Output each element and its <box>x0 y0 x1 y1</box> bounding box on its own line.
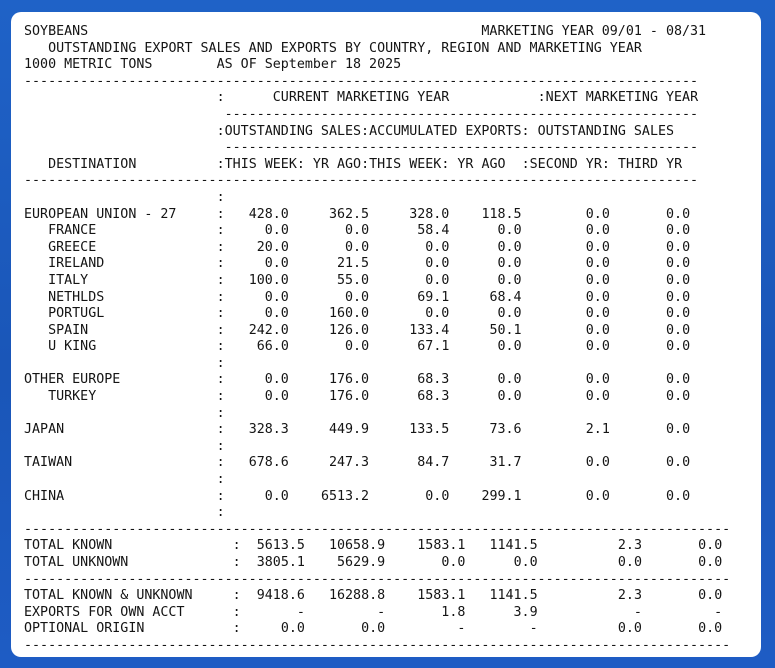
row-destination: CHINA <box>24 488 65 504</box>
row-value: 0.0 <box>264 372 289 388</box>
row-value: 0.0 <box>666 289 691 305</box>
row-value: 67.1 <box>417 339 450 355</box>
row-value: 126.0 <box>328 322 370 338</box>
total-row-value: - <box>633 604 642 620</box>
header-next-marketing-year: NEXT MARKETING YEAR <box>545 90 699 106</box>
total-row-label: TOTAL KNOWN <box>24 538 113 554</box>
column-destination: DESTINATION <box>48 156 137 172</box>
export-sales-report: SOYBEANS MARKETING YEAR 09/01 - 08/31 OUTSTANDING EXPORT SALES AND EXPORTS BY COUNTRY, REGION AND MARKETING YEAR 1000 METRIC TONS AS OF September 18 2025 ------------------------------------------------------------------------------------ : CURRENT MARKETING YEAR :NEXT MARKETING YEAR ----------------------------------------------------------- :OUTSTANDING SALES:ACCUMULATED EXPORTS: OUTSTANDING SALES ----------------------------------------------------------- DESTINATION :THIS WEEK: YR AGO:THIS WEEK: YR AGO :SECOND YR: THIRD YR ------------------------------------------------------------------------------------ : EUROPEAN UNION - 27 : 428.0 362.5 328.0 118.5 0.0 0.0 FRANCE : 0.0 0.0 58.4 0.0 0.0 0.0 GREECE : 20.0 0.0 0.0 0.0 0.0 0.0 IRELAND : 0.0 21.5 0.0 0.0 0.0 0.0 ITALY : 100.0 55.0 0.0 0.0 0.0 0.0 NETHLDS : 0.0 0.0 69.1 68.4 0.0 0.0 PORTUGL : 0.0 160.0 0.0 0.0 0.0 0.0 SPAIN : 242.0 126.0 133.4 50.1 0.0 0.0 U KING : 66.0 0.0 67.1 0.0 0.0 0.0 : OTHER EUROPE : 0.0 176.0 68.3 0.0 0.0 0.0 TURKEY : 0.0 176.0 68.3 0.0 0.0 0.0 : JAPAN : 328.3 449.9 133.5 73.6 2.1 0.0 : TAIWAN : 678.6 247.3 84.7 31.7 0.0 0.0 : CHINA : 0.0 6513.2 0.0 299.1 0.0 0.0 : ---------------------------------------------------------------------------------------- TOTAL KNOWN : 5613.5 10658.9 1583.1 1141.5 2.3 0.0 TOTAL UNKNOWN : 3805.1 5629.9 0.0 0.0 0.0 0.0 ---------------------------------------------------------------------------------------- TOTAL KNOWN & UNKNOWN : 9418.6 16288.8 1583.1 1141.5 2.3 0.0 EXPORTS FOR OWN ACCT : - - 1.8 3.9 - - OPTIONAL ORIGIN : 0.0 0.0 - - 0.0 0.0 ---------------------------------------------------------------------------------------- <box>24 24 731 653</box>
total-row-value: 0.0 <box>617 621 642 637</box>
header-outstanding-sales-next: OUTSTANDING SALES <box>537 123 675 139</box>
total-row-label: TOTAL KNOWN & UNKNOWN <box>24 588 193 604</box>
row-destination: TAIWAN <box>24 455 73 471</box>
row-value: 100.0 <box>248 272 289 288</box>
row-value: 0.0 <box>585 488 610 504</box>
row-value: 118.5 <box>481 206 522 222</box>
total-row-value: 1141.5 <box>489 538 538 554</box>
total-row-value: 0.0 <box>441 555 466 570</box>
row-value: 0.0 <box>666 322 691 338</box>
total-row-value: 0.0 <box>617 555 642 570</box>
row-value: 0.0 <box>345 339 370 355</box>
total-row-value: 2.3 <box>617 588 642 604</box>
row-value: 0.0 <box>666 372 691 388</box>
row-value: 133.4 <box>409 322 450 338</box>
column-third-yr: THIRD YR <box>617 156 683 172</box>
row-value: 0.0 <box>666 389 691 405</box>
row-value: 0.0 <box>666 455 691 471</box>
row-value: 31.7 <box>489 455 522 471</box>
row-value: 0.0 <box>497 239 522 255</box>
row-value: 84.7 <box>417 455 450 471</box>
row-value: 0.0 <box>497 272 522 288</box>
total-row-value: - <box>529 621 538 637</box>
row-value: 0.0 <box>585 239 610 255</box>
row-value: 20.0 <box>256 239 289 255</box>
row-value: 0.0 <box>585 256 610 272</box>
row-value: 0.0 <box>425 272 450 288</box>
total-row-label: OPTIONAL ORIGIN <box>24 621 145 637</box>
row-value: 0.0 <box>585 306 610 322</box>
row-value: 0.0 <box>425 488 450 504</box>
row-value: 0.0 <box>666 339 691 355</box>
row-value: 0.0 <box>497 256 522 272</box>
row-value: 0.0 <box>585 372 610 388</box>
row-value: 160.0 <box>328 306 370 322</box>
row-value: 50.1 <box>489 322 522 338</box>
total-row-value: 5629.9 <box>337 555 386 570</box>
row-value: 242.0 <box>248 322 289 338</box>
total-row-value: - <box>377 604 386 620</box>
row-value: 678.6 <box>248 455 289 471</box>
row-value: 0.0 <box>345 239 370 255</box>
total-row-value: 0.0 <box>698 538 723 554</box>
marketing-year-title: MARKETING YEAR 09/01 - 08/31 <box>481 24 707 39</box>
row-value: 299.1 <box>481 488 522 504</box>
row-value: 0.0 <box>264 488 289 504</box>
row-value: 0.0 <box>497 306 522 322</box>
row-destination: TURKEY <box>48 389 97 405</box>
row-value: 0.0 <box>585 339 610 355</box>
total-row-value: 9418.6 <box>256 588 305 604</box>
row-value: 0.0 <box>666 306 691 322</box>
row-value: 0.0 <box>425 239 450 255</box>
row-value: 66.0 <box>256 339 289 355</box>
total-row-value: 1583.1 <box>417 588 466 604</box>
column-this-week-sales: THIS WEEK <box>224 156 297 172</box>
row-value: 0.0 <box>264 289 289 305</box>
total-row-value: 0.0 <box>280 621 305 637</box>
row-value: 328.0 <box>409 206 450 222</box>
row-value: 0.0 <box>264 223 289 239</box>
row-value: 0.0 <box>666 206 691 222</box>
row-value: 328.3 <box>248 422 289 438</box>
total-row-value: 10658.9 <box>328 538 386 554</box>
row-value: 0.0 <box>666 239 691 255</box>
total-row-value: 1.8 <box>441 604 466 620</box>
total-row-value: - <box>714 604 723 620</box>
row-value: 0.0 <box>666 488 691 504</box>
units-label: 1000 METRIC TONS <box>24 57 153 73</box>
row-destination: JAPAN <box>24 422 65 438</box>
row-value: 68.3 <box>417 372 450 388</box>
row-value: 58.4 <box>417 223 450 239</box>
row-value: 69.1 <box>417 289 450 305</box>
row-value: 133.5 <box>409 422 450 438</box>
row-destination: NETHLDS <box>48 289 105 305</box>
row-value: 247.3 <box>328 455 370 471</box>
total-row-value: - <box>296 604 305 620</box>
total-row-value: 5613.5 <box>256 538 305 554</box>
total-row-value: 16288.8 <box>328 588 386 604</box>
row-value: 0.0 <box>585 223 610 239</box>
column-this-week-exports: THIS WEEK <box>369 156 442 172</box>
header-current-marketing-year: CURRENT MARKETING YEAR <box>272 90 450 106</box>
row-value: 0.0 <box>345 223 370 239</box>
total-row-label: TOTAL UNKNOWN <box>24 555 129 570</box>
row-value: 73.6 <box>489 422 522 438</box>
row-value: 0.0 <box>585 272 610 288</box>
row-value: 68.3 <box>417 389 450 405</box>
row-destination: SPAIN <box>48 322 89 338</box>
row-value: 176.0 <box>328 372 370 388</box>
report-page <box>11 12 761 657</box>
row-value: 428.0 <box>248 206 289 222</box>
row-value: 0.0 <box>666 272 691 288</box>
total-row-value: 1583.1 <box>417 538 466 554</box>
total-row-value: 0.0 <box>361 621 386 637</box>
total-row-value: 0.0 <box>513 555 538 570</box>
total-row-value: 2.3 <box>617 538 642 554</box>
total-row-value: 1141.5 <box>489 588 538 604</box>
row-value: 0.0 <box>585 322 610 338</box>
row-value: 0.0 <box>497 223 522 239</box>
row-value: 449.9 <box>328 422 370 438</box>
row-value: 68.4 <box>489 289 522 305</box>
row-destination: ITALY <box>48 272 89 288</box>
column-yr-ago-exports: YR AGO <box>457 156 506 172</box>
column-second-yr: SECOND YR <box>529 156 602 172</box>
row-value: 0.0 <box>666 256 691 272</box>
header-outstanding-sales: OUTSTANDING SALES <box>224 123 362 139</box>
row-value: 0.0 <box>666 422 691 438</box>
report-title: OUTSTANDING EXPORT SALES AND EXPORTS BY COUNTRY, REGION AND MARKETING YEAR <box>48 40 642 56</box>
row-value: 2.1 <box>585 422 610 438</box>
as-of-date: AS OF September 18 2025 <box>216 57 402 73</box>
row-value: 0.0 <box>497 389 522 405</box>
row-value: 0.0 <box>345 289 370 305</box>
total-row-value: 0.0 <box>698 621 723 637</box>
row-value: 0.0 <box>425 306 450 322</box>
header-accumulated-exports: ACCUMULATED EXPORTS <box>369 123 522 139</box>
row-destination: GREECE <box>48 239 97 255</box>
row-value: 0.0 <box>264 389 289 405</box>
row-value: 0.0 <box>585 206 610 222</box>
row-destination: PORTUGL <box>48 306 105 322</box>
column-yr-ago-sales: YR AGO <box>312 156 362 172</box>
total-row-value: 0.0 <box>698 588 723 604</box>
total-row-value: - <box>457 621 466 637</box>
row-value: 0.0 <box>264 256 289 272</box>
row-value: 0.0 <box>497 339 522 355</box>
commodity-title: SOYBEANS <box>24 24 89 39</box>
row-value: 0.0 <box>425 256 450 272</box>
row-value: 0.0 <box>497 372 522 388</box>
row-value: 0.0 <box>585 389 610 405</box>
row-destination: U KING <box>48 339 97 355</box>
row-destination: FRANCE <box>48 223 97 239</box>
total-row-value: 3.9 <box>513 604 538 620</box>
total-row-value: 3805.1 <box>256 555 305 570</box>
row-value: 21.5 <box>336 256 370 272</box>
row-value: 0.0 <box>585 455 610 471</box>
row-value: 176.0 <box>328 389 370 405</box>
row-value: 6513.2 <box>320 488 370 504</box>
row-destination: EUROPEAN UNION - 27 <box>24 206 177 222</box>
row-value: 55.0 <box>336 272 370 288</box>
row-destination: IRELAND <box>48 256 105 272</box>
row-destination: OTHER EUROPE <box>24 372 121 388</box>
total-row-label: EXPORTS FOR OWN ACCT <box>24 604 185 620</box>
total-row-value: 0.0 <box>698 555 723 570</box>
row-value: 0.0 <box>666 223 691 239</box>
row-value: 0.0 <box>585 289 610 305</box>
row-value: 362.5 <box>328 206 370 222</box>
row-value: 0.0 <box>264 306 289 322</box>
